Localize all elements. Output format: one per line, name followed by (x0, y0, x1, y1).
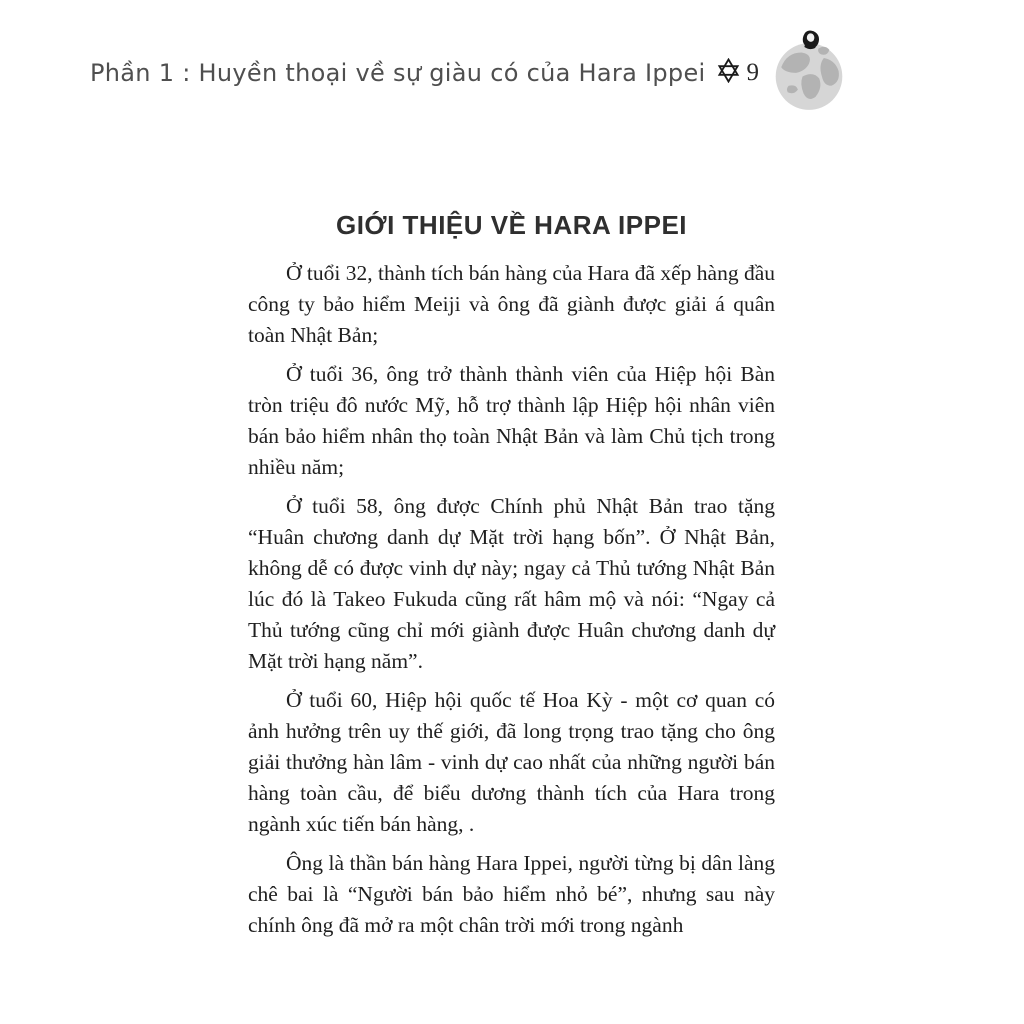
paragraph-age-36: Ở tuổi 36, ông trở thành thành viên của Hiệp hội Bàn tròn triệu đô nước Mỹ, hỗ trợ thành lập Hiệp hội nhân viên bán bảo hiểm nhân thọ toàn Nhật Bản và làm Chủ tịch trong nhiều năm; (248, 362, 775, 479)
chapter-title: GIỚI THIỆU VỀ HARA IPPEI (335, 210, 688, 241)
paragraph-age-32: Ở tuổi 32, thành tích bán hàng của Hara đã xếp hàng đầu công ty bảo hiểm Meiji và ông đã giành được giải á quân toàn Nhật Bản; (248, 261, 775, 347)
star-of-david-icon (717, 58, 740, 88)
page-number: 9 (746, 59, 759, 86)
body-text (248, 258, 775, 949)
chapter-label: Phần 1 : Huyền thoại về sự giàu có của Hara Ippei (90, 59, 706, 87)
paragraph-closing: Ông là thần bán hàng Hara Ippei, người từng bị dân làng chê bai là “Người bán bảo hiểm nhỏ bé”, nhưng sau này chính ông đã mở ra một chân trời mới trong ngành (248, 851, 775, 937)
running-header (90, 30, 846, 116)
paragraph-age-60: Ở tuổi 60, Hiệp hội quốc tế Hoa Kỳ - một cơ quan có ảnh hưởng trên uy thế giới, đã long trọng trao tặng cho ông giải thưởng hàn lâm - vinh dự cao nhất của những người bán hàng toàn cầu, để biểu dương thành tích của Hara trong ngành xúc tiến bán hàng, . (248, 688, 775, 836)
paragraph-age-58: Ở tuổi 58, ông được Chính phủ Nhật Bản trao tặng “Huân chương danh dự Mặt trời hạng bốn”. Ở Nhật Bản, không dễ có được vinh dự này; ngay cả Thủ tướng Nhật Bản lúc đó là Takeo Fukuda cũng rất hâm mộ và nói: “Ngay cả Thủ tướng cũng chỉ mới giành được Huân chương danh dự Mặt trời hạng năm”. (248, 494, 775, 673)
globe-icon (772, 28, 846, 119)
